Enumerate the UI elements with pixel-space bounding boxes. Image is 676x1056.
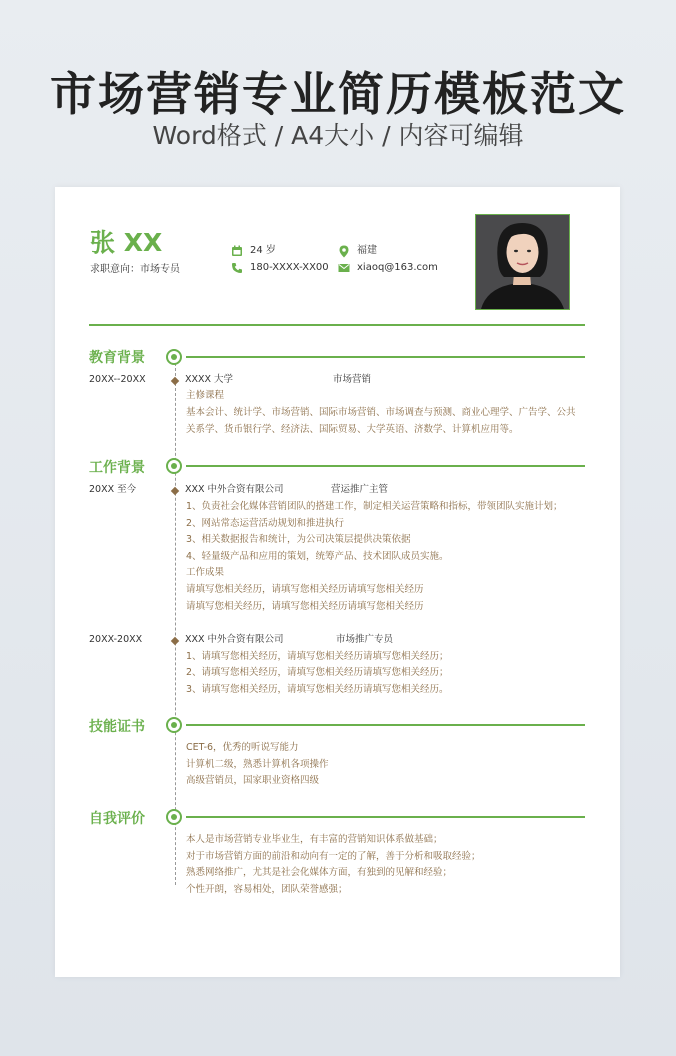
resume-page (55, 187, 620, 977)
banner-subtitle: Word格式 / A4大小 / 内容可编辑 (152, 121, 524, 150)
job-date: 20XX-20XX (89, 634, 143, 645)
location-text: 福建 (357, 245, 377, 256)
self-eval-title: 自我评价 (89, 811, 145, 827)
work-node (166, 458, 182, 474)
email-info (338, 261, 438, 275)
calendar-icon (231, 245, 243, 257)
self-eval-node (166, 809, 182, 825)
job-date: 20XX 至今 (89, 484, 137, 495)
skill-line: 高级营销员，国家职业资格四级 (186, 775, 320, 786)
self-eval-line: 本人是市场营销专业毕业生，有丰富的营销知识体系做基础； (186, 834, 443, 845)
job-role: 市场推广专员 (336, 634, 394, 645)
skill-line: 计算机二级，熟悉计算机各项操作 (186, 759, 329, 770)
phone-icon (231, 262, 243, 274)
skill-line: CET-6，优秀的听说写能力 (186, 742, 299, 753)
job-company: XXX 中外合资有限公司 (185, 634, 284, 645)
email-text: xiaoq@163.com (357, 262, 438, 273)
candidate-name: 张 XX (90, 228, 163, 257)
job-marker (171, 487, 179, 495)
age-text: 24 岁 (250, 245, 276, 256)
education-line: 主修课程 (186, 390, 225, 401)
skills-divider (186, 724, 585, 726)
phone-text: 180-XXXX-XX00 (250, 262, 329, 273)
job-line: 请填写您相关经历，请填写您相关经历请填写您相关经历 (186, 584, 424, 595)
banner-title: 市场营销专业简历模板范文 (50, 67, 626, 121)
job-role: 营运推广主管 (331, 484, 389, 495)
age-info (231, 244, 276, 258)
self-eval-divider (186, 816, 585, 818)
job-company: XXX 中外合资有限公司 (185, 484, 284, 495)
location-icon (338, 245, 350, 258)
education-title: 教育背景 (89, 350, 145, 366)
job-intent: 求职意向：市场专员 (90, 264, 180, 275)
location-info (338, 244, 377, 258)
work-divider (186, 465, 585, 467)
work-title: 工作背景 (89, 460, 145, 476)
job-line: 1、请填写您相关经历，请填写您相关经历请填写您相关经历； (186, 651, 449, 662)
job-line: 工作成果 (186, 567, 225, 578)
job-line: 请填写您相关经历，请填写您相关经历请填写您相关经历 (186, 601, 424, 612)
job-line: 4、轻量级产品和应用的策划，统筹产品、技术团队成员实施。 (186, 551, 449, 562)
job-line: 3、相关数据报告和统计，为公司决策层提供决策依据 (186, 534, 411, 545)
education-marker (171, 377, 179, 385)
self-eval-line: 熟悉网络推广，尤其是社会化媒体方面，有独到的见解和经验； (186, 867, 453, 878)
job-line: 2、请填写您相关经历，请填写您相关经历请填写您相关经历； (186, 667, 449, 678)
education-line: 基本会计、统计学、市场营销、国际市场营销、市场调查与预测、商业心理学、广告学、公共 (186, 407, 576, 418)
education-node (166, 349, 182, 365)
skills-title: 技能证书 (89, 719, 145, 735)
phone-info (231, 261, 329, 275)
self-eval-line: 对于市场营销方面的前沿和动向有一定的了解，善于分析和吸取经验； (186, 851, 481, 862)
education-major: 市场营销 (333, 374, 372, 385)
job-line: 3、请填写您相关经历，请填写您相关经历请填写您相关经历。 (186, 684, 449, 695)
mail-icon (338, 263, 350, 273)
job-line: 2、网站常态运营活动规划和推进执行 (186, 518, 345, 529)
job-line: 1、负责社会化媒体营销团队的搭建工作，制定相关运营策略和指标，带领团队实施计划； (186, 501, 563, 512)
self-eval-line: 个性开朗，容易相处，团队荣誉感强； (186, 884, 348, 895)
timeline-line (175, 363, 176, 885)
header-divider (89, 324, 585, 326)
skills-node (166, 717, 182, 733)
education-line: 关系学、货币银行学、经济法、国际贸易、大学英语、济数学、计算机应用等。 (186, 424, 519, 435)
job-marker (171, 637, 179, 645)
education-date: 20XX--20XX (89, 374, 146, 385)
education-divider (186, 356, 585, 358)
education-school: XXXX 大学 (185, 374, 234, 385)
profile-photo (475, 214, 570, 310)
